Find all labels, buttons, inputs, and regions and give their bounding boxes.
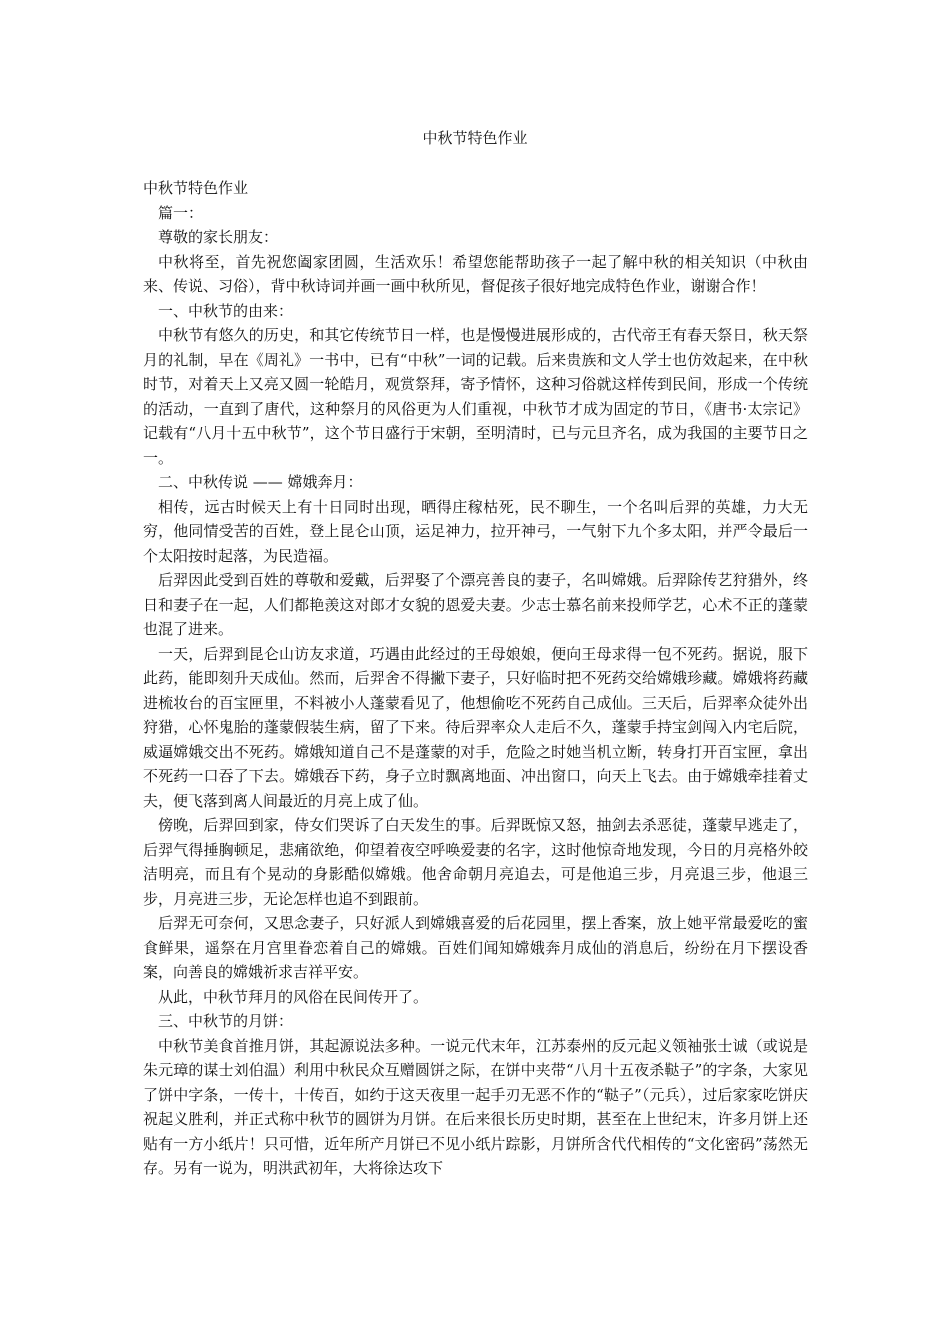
paragraph: 傍晚，后羿回到家，侍女们哭诉了白天发生的事。后羿既惊又怒，抽剑去杀恶徒，蓬蒙早逃走了，后羿气得捶胸顿足，悲痛欲绝，仰望着夜空呼唤爱妻的名字，这时他惊奇地发现，今日的月亮格外皎洁明亮，而且有个晃动的身影酷似嫦娥。他舍命朝月亮追去，可是他追三步，月亮退三步，他退三步，月亮进三步，无论怎样也追不到跟前。	[143, 816, 808, 908]
section-heading: 二、中秋传说 —— 嫦娥奔月：	[158, 473, 363, 491]
document-body	[143, 176, 808, 1181]
paragraph: 尊敬的家长朋友：	[158, 228, 279, 246]
paragraph: 相传，远古时候天上有十日同时出现，晒得庄稼枯死，民不聊生，一个名叫后羿的英雄，力大无穷，他同情受苦的百姓，登上昆仑山顶，运足神力，拉开神弓，一气射下九个多太阳，并严令最后一个太阳按时起落，为民造福。	[143, 497, 808, 565]
paragraph: 一天，后羿到昆仑山访友求道，巧遇由此经过的王母娘娘，便向王母求得一包不死药。据说，服下此药，能即刻升天成仙。然而，后羿舍不得撇下妻子，只好临时把不死药交给嫦娥珍藏。嫦娥将药藏进梳妆台的百宝匣里，不料被小人蓬蒙看见了，他想偷吃不死药自己成仙。三天后，后羿率众徒外出狩猎，心怀鬼胎的蓬蒙假装生病，留了下来。待后羿率众人走后不久，蓬蒙手持宝剑闯入内宅后院，威逼嫦娥交出不死药。嫦娥知道自己不是蓬蒙的对手，危险之时她当机立断，转身打开百宝匣，拿出不死药一口吞了下去。嫦娥吞下药，身子立时飘离地面、冲出窗口，向天上飞去。由于嫦娥牵挂着丈夫，便飞落到离人间最近的月亮上成了仙。	[143, 644, 808, 810]
paragraph: 后羿无可奈何，又思念妻子，只好派人到嫦娥喜爱的后花园里，摆上香案，放上她平常最爱吃的蜜食鲜果，遥祭在月宫里眷恋着自己的嫦娥。百姓们闻知嫦娥奔月成仙的消息后，纷纷在月下摆设香案，向善良的嫦娥祈求吉祥平安。	[143, 914, 808, 981]
section-heading: 一、中秋节的由来：	[158, 301, 294, 320]
paragraph: 从此，中秋节拜月的风俗在民间传开了。	[158, 987, 429, 1006]
section-heading: 三、中秋节的月饼：	[158, 1012, 294, 1030]
paragraph: 篇一：	[158, 203, 204, 222]
paragraph: 中秋将至，首先祝您阖家团圆，生活欢乐！希望您能帮助孩子一起了解中秋的相关知识（中秋由来、传说、习俗），背中秋诗词并画一画中秋所见，督促孩子很好地完成特色作业，谢谢合作！	[143, 252, 808, 295]
paragraph: 中秋节美食首推月饼，其起源说法多种。一说元代末年，江苏泰州的反元起义领袖张士诚（或说是朱元璋的谋士刘伯温）利用中秋民众互赠圆饼之际，在饼中夹带“八月十五夜杀鞑子”的字条，大家见了饼中字条，一传十，十传百，如约于这天夜里一起手刃无恶不作的“鞑子”（元兵），过后家家吃饼庆祝起义胜利，并正式称中秋节的圆饼为月饼。在后来很长历史时期，甚至在上世纪末，许多月饼上还贴有一方小纸片！只可惜，近年所产月饼已不见小纸片踪影，月饼所含代代相传的“文化密码”荡然无存。另有一说为，明洪武初年，大将徐达攻下	[143, 1036, 808, 1177]
body-heading: 中秋节特色作业	[143, 179, 249, 197]
paragraph: 中秋节有悠久的历史，和其它传统节日一样，也是慢慢进展形成的，古代帝王有春天祭日，秋天祭月的礼制，早在《周礼》一书中，已有“中秋”一词的记载。后来贵族和文人学士也仿效起来，在中秋时节，对着天上又亮又圆一轮皓月，观赏祭拜，寄予情怀，这种习俗就这样传到民间，形成一个传统的活动，一直到了唐代，这种祭月的风俗更为人们重视，中秋节才成为固定的节日，《唐书·太宗记》记载有“八月十五中秋节”，这个节日盛行于宋朝，至明清时，已与元旦齐名，成为我国的主要节日之一。	[143, 326, 808, 467]
paragraph: 后羿因此受到百姓的尊敬和爱戴，后羿娶了个漂亮善良的妻子，名叫嫦娥。后羿除传艺狩猎外，终日和妻子在一起，人们都艳羡这对郎才女貌的恩爱夫妻。少志士慕名前来投师学艺，心术不正的蓬蒙也混了进来。	[143, 571, 808, 638]
document-title: 中秋节特色作业	[422, 129, 528, 147]
